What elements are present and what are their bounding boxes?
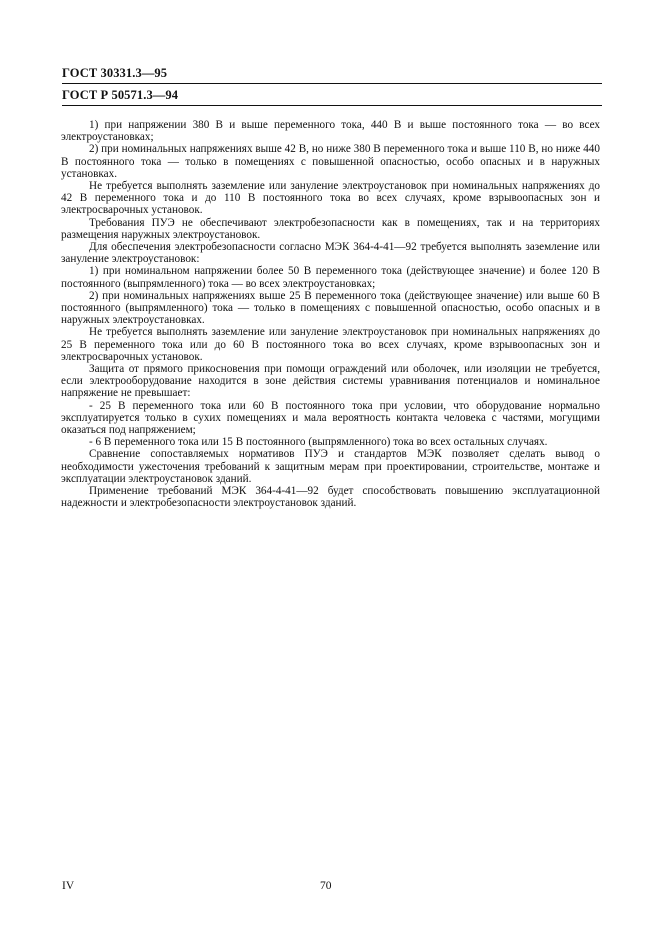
paragraph: - 6 В переменного тока или 15 В постоянного (выпрямленного) тока во всех остальных случаях. [89, 436, 548, 449]
paragraph: Не требуется выполнять заземление или зануление электроустановок при номинальных напряжениях до 25 В переменного тока или до 60 В постоянного тока во всех случаях, кроме взрывоопасных зон и электросварочных установок. [61, 326, 600, 363]
standard-code-secondary: ГОСТ Р 50571.3—94 [62, 88, 179, 102]
paragraph: - 25 В переменного тока или 60 В постоянного тока при условии, что оборудование нормально эксплуатируется только в сухих помещениях и мала вероятность контакта человека с частями, могущими оказаться под напряжением; [61, 399, 600, 437]
paragraph: Защита от прямого прикосновения при помощи ограждений или оболочек, или изоляции не требуется, если электрооборудование находится в зоне действия системы уравнивания потенциалов и номинальное напряжение не превышает: [61, 363, 600, 400]
header-divider [62, 83, 602, 84]
paragraph: Для обеспечения электробезопасности согласно МЭК 364-4-41—92 требуется выполнять заземление или зануление электроустановок: [61, 241, 600, 266]
paragraph: Применение требований МЭК 364-4-41—92 будет способствовать повышению эксплуатационной надежности и электробезопасности электроустановок зданий. [61, 485, 600, 510]
paragraph: 1) при номинальном напряжении более 50 В переменного тока (действующее значение) и более 120 В постоянного (выпрямленного) тока — во всех электроустановках; [61, 265, 600, 290]
paragraph: 2) при номинальных напряжениях выше 42 В, но ниже 380 В переменного тока и выше 110 В, но ниже 440 В постоянного тока — только в помещениях с повышенной опасностью, особо опасных и в наружных установках. [61, 143, 600, 180]
paragraph: 2) при номинальных напряжениях выше 25 В переменного тока (действующее значение) или выше 60 В постоянного (выпрямленного) тока — только в помещениях с повышенной опасностью, особо опасных и в наружных электроустановках. [61, 289, 600, 327]
paragraph: Не требуется выполнять заземление или зануление электроустановок при номинальных напряжениях до 42 В переменного тока и до 110 В постоянного тока во всех случаях, кроме взрывоопасных зон и электросварочных установок. [61, 180, 600, 217]
paragraph: 1) при напряжении 380 В и выше переменного тока, 440 В и выше постоянного тока — во всех электроустановках; [61, 119, 600, 144]
header-divider-bottom [62, 105, 602, 106]
paragraph: Сравнение сопоставляемых нормативов ПУЭ и стандартов МЭК позволяет сделать вывод о необходимости ужесточения требований к защитным мерам при проектировании, строительстве, монтаже и эксплуатации электроустановок зданий. [61, 448, 600, 485]
paragraph: Требования ПУЭ не обеспечивают электробезопасности как в помещениях, так и на территориях размещения наружных электроустановок. [61, 216, 600, 241]
document-header [62, 66, 602, 110]
roman-page-marker: IV [62, 880, 75, 892]
document-body [61, 119, 600, 510]
standard-code-primary: ГОСТ 30331.3—95 [62, 66, 168, 80]
page-number: 70 [320, 880, 332, 892]
